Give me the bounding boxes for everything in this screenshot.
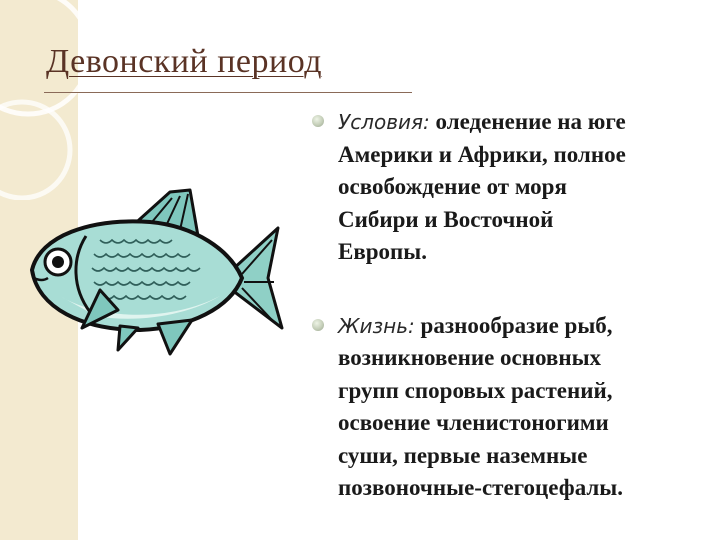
- bullet-term: Жизнь:: [338, 313, 415, 338]
- bullet-life: [312, 310, 712, 505]
- decorative-circles: [0, 0, 90, 200]
- bullet-line: суши, первые наземные: [338, 442, 588, 468]
- bullet-line: [338, 310, 712, 343]
- bullet-text: оледенение на юге: [435, 109, 626, 134]
- bullet-line: возникновение основных: [338, 345, 602, 370]
- bullet-marker-icon: [312, 115, 324, 127]
- bullet-conditions: [312, 106, 712, 269]
- title-divider: [44, 92, 412, 93]
- bullet-term: Условия:: [338, 110, 430, 134]
- bullet-list: [312, 106, 712, 505]
- bullet-line: освобождение от моря: [338, 174, 567, 199]
- bullet-line: [338, 106, 712, 139]
- bullet-line: Америки и Африки, полное: [338, 141, 626, 167]
- bullet-line: Сибири и Восточной: [338, 206, 554, 232]
- bullet-text: разнообразие рыб,: [420, 312, 613, 338]
- bullet-marker-icon: [312, 319, 324, 331]
- bullet-line: групп споровых растений,: [338, 377, 613, 403]
- bullet-line: позвоночные-стегоцефалы.: [338, 475, 624, 500]
- page-title: Девонский период: [46, 43, 323, 80]
- bullet-line: освоение членистоногими: [338, 410, 609, 435]
- bullet-line: Европы.: [338, 239, 428, 264]
- fish-image: [20, 178, 290, 364]
